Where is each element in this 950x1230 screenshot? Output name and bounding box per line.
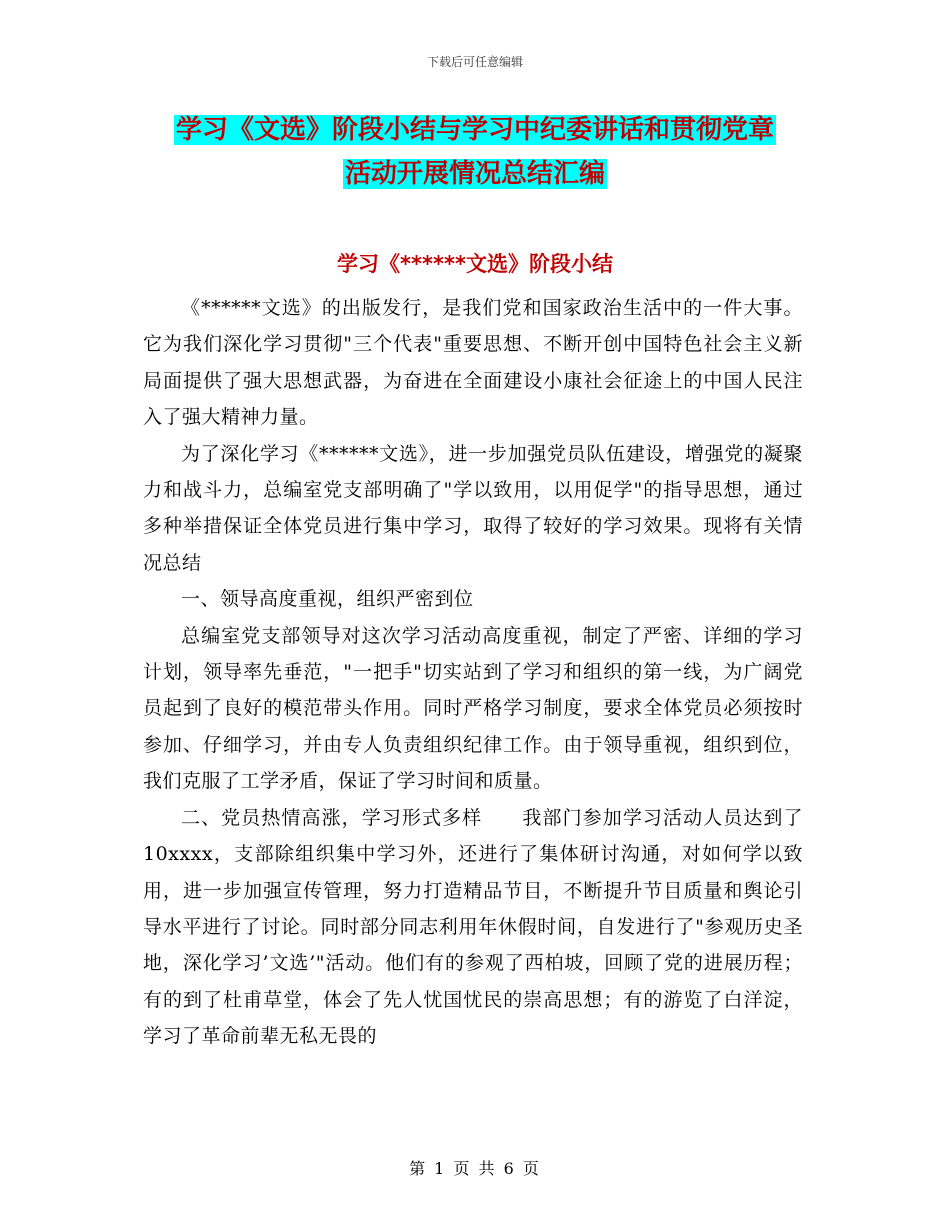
section-title: 学习《******文选》阶段小结 bbox=[337, 252, 613, 276]
paragraph-1: 《******文选》的出版发行，是我们党和国家政治生活中的一件大事。它为我们深化学习贯彻"三个代表"重要思想、不断开创中国特色社会主义新局面提供了强大思想武器，为奋进在全面建设小康社会征途上的中国人民注入了强大精神力量。 bbox=[143, 297, 803, 429]
heading-1: 一、领导高度重视，组织严密到位 bbox=[181, 588, 474, 611]
document-title-line-1 bbox=[0, 113, 950, 147]
paragraph-4: 二、党员热情高涨，学习形式多样 我部门参加学习活动人员达到了10xxxx，支部除组织集中学习外，还进行了集体研讨沟通，对如何学以致用，进一步加强宣传管理，努力打造精品节目，不断提升节目质量和舆论引导水平进行了讨论。同时部分同志利用年休假时间，自发进行了"参观历史圣地，深化学习’文选’"活动。他们有的参观了西柏坡，回顾了党的进展历程；有的到了杜甫草堂，体会了先人忧国忧民的崇高思想；有的游览了白洋淀，学习了革命前辈无私无畏的 bbox=[143, 806, 803, 1048]
document-title-line-2 bbox=[0, 157, 950, 191]
document-body bbox=[143, 290, 803, 1055]
page-footer: 第 1 页 共 6 页 bbox=[409, 1159, 541, 1178]
paragraph-3: 总编室党支部领导对这次学习活动高度重视，制定了严密、详细的学习计划，领导率先垂范，"一把手"切实站到了学习和组织的第一线，为广阔党员起到了良好的模范带头作用。同时严格学习制度，要求全体党员必须按时参加、仔细学习，并由专人负责组织纪律工作。由于领导重视，组织到位，我们克服了工学矛盾，保证了学习时间和质量。 bbox=[143, 624, 803, 793]
title-highlight-2: 活动开展情况总结汇编 bbox=[344, 159, 605, 189]
title-highlight-1: 学习《文选》阶段小结与学习中纪委讲话和贯彻党章 bbox=[175, 115, 774, 145]
paragraph-2: 为了深化学习《******文选》，进一步加强党员队伍建设，增强党的凝聚力和战斗力，总编室党支部明确了"学以致用，以用促学"的指导思想，通过多种举措保证全体党员进行集中学习，取得了较好的学习效果。现将有关情况总结 bbox=[143, 442, 803, 574]
header-note: 下载后可任意编辑 bbox=[426, 55, 523, 69]
